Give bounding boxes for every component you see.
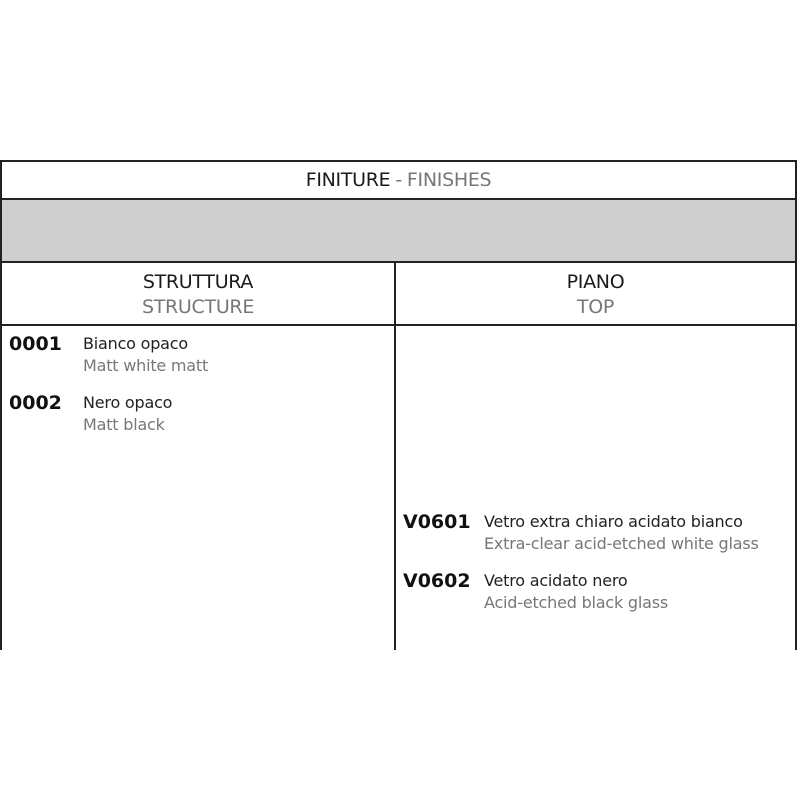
band-divider — [0, 261, 797, 263]
structure-heading — [2, 266, 394, 324]
finish-code: V0601 — [403, 511, 471, 533]
finish-name-english: Extra-clear acid-etched white glass — [484, 534, 759, 553]
table-title — [2, 162, 795, 198]
title-italian: FINITURE — [305, 169, 391, 191]
finish-description — [484, 570, 668, 614]
finish-code: 0002 — [9, 392, 62, 414]
heading-divider — [0, 324, 797, 326]
finish-name-italian: Bianco opaco — [83, 334, 188, 353]
grey-band — [2, 200, 795, 261]
finish-name-italian: Vetro acidato nero — [484, 571, 628, 590]
top-item — [403, 570, 668, 614]
top-heading-english: TOP — [576, 296, 615, 318]
table-border-right — [795, 160, 797, 650]
finish-name-english: Matt white matt — [83, 356, 209, 375]
structure-item — [9, 333, 208, 377]
finish-name-italian: Nero opaco — [83, 393, 173, 412]
finish-name-italian: Vetro extra chiaro acidato bianco — [484, 512, 743, 531]
finish-name-english: Matt black — [83, 415, 165, 434]
finish-description — [484, 511, 759, 555]
structure-heading-english: STRUCTURE — [141, 296, 255, 318]
top-heading-italian: PIANO — [566, 271, 625, 293]
title-separator: - — [395, 169, 402, 191]
finish-code: V0602 — [403, 570, 471, 592]
top-item — [403, 511, 759, 555]
finish-code: 0001 — [9, 333, 62, 355]
finish-description — [83, 392, 172, 436]
title-english: FINISHES — [406, 169, 492, 191]
finish-description — [83, 333, 208, 377]
finish-name-english: Acid-etched black glass — [484, 593, 669, 612]
structure-heading-italian: STRUTTURA — [142, 271, 254, 293]
structure-item — [9, 392, 172, 436]
top-heading — [396, 266, 795, 324]
